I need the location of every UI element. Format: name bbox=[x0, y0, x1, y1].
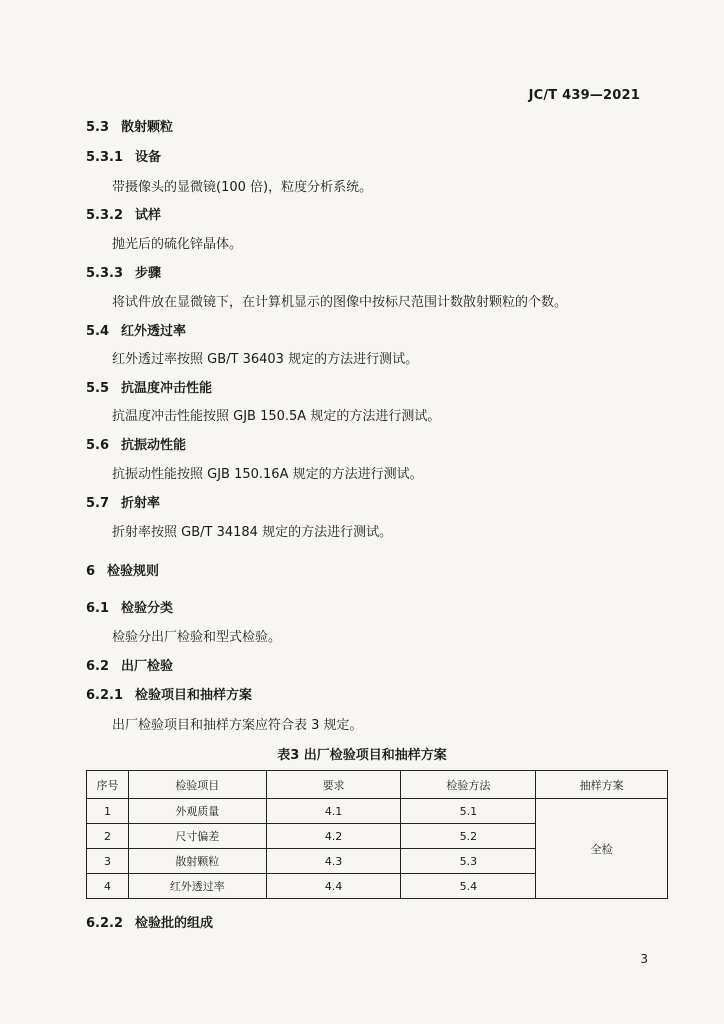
table-cell: 4.2 bbox=[266, 824, 401, 849]
table-cell: 外观质量 bbox=[128, 799, 266, 824]
table-cell: 5.1 bbox=[401, 799, 536, 824]
section-heading: 5.3.2 试样 bbox=[86, 208, 162, 223]
column-header: 检验项目 bbox=[128, 771, 266, 799]
table-cell: 散射颗粒 bbox=[128, 849, 266, 874]
page-number: 3 bbox=[640, 952, 648, 966]
paragraph: 检验分出厂检验和型式检验。 bbox=[112, 630, 282, 645]
table-header-row bbox=[87, 771, 668, 799]
inspection-table bbox=[86, 770, 668, 899]
section-heading: 6.2.2 检验批的组成 bbox=[86, 916, 214, 931]
table-caption: 表3 出厂检验项目和抽样方案 bbox=[277, 748, 447, 763]
section-heading: 5.3.1 设备 bbox=[86, 150, 162, 165]
paragraph: 折射率按照 GB/T 34184 规定的方法进行测试。 bbox=[112, 525, 393, 540]
chapter-heading: 6 检验规则 bbox=[86, 564, 160, 579]
table-cell: 尺寸偏差 bbox=[128, 824, 266, 849]
table-cell: 4.1 bbox=[266, 799, 401, 824]
table-cell: 4.4 bbox=[266, 874, 401, 899]
section-heading: 6.1 检验分类 bbox=[86, 601, 174, 616]
document-code: JC/T 439—2021 bbox=[528, 88, 640, 103]
table-cell: 5.4 bbox=[401, 874, 536, 899]
table-cell: 5.2 bbox=[401, 824, 536, 849]
section-heading: 5.4 红外透过率 bbox=[86, 324, 187, 339]
section-heading: 5.3.3 步骤 bbox=[86, 266, 162, 281]
sampling-cell: 全检 bbox=[536, 799, 668, 899]
paragraph: 出厂检验项目和抽样方案应符合表 3 规定。 bbox=[112, 718, 363, 733]
column-header: 检验方法 bbox=[401, 771, 536, 799]
table-cell: 2 bbox=[87, 824, 129, 849]
table-cell: 5.3 bbox=[401, 849, 536, 874]
paragraph: 带摄像头的显微镜(100 倍)，粒度分析系统。 bbox=[112, 180, 373, 195]
table-cell: 4 bbox=[87, 874, 129, 899]
paragraph: 红外透过率按照 GB/T 36403 规定的方法进行测试。 bbox=[112, 352, 419, 367]
section-heading: 5.6 抗振动性能 bbox=[86, 438, 187, 453]
section-heading: 5.7 折射率 bbox=[86, 496, 161, 511]
column-header: 抽样方案 bbox=[536, 771, 668, 799]
column-header: 要求 bbox=[266, 771, 401, 799]
paragraph: 抗温度冲击性能按照 GJB 150.5A 规定的方法进行测试。 bbox=[112, 409, 441, 424]
table-cell: 3 bbox=[87, 849, 129, 874]
section-heading: 6.2.1 检验项目和抽样方案 bbox=[86, 688, 253, 703]
table-cell: 红外透过率 bbox=[128, 874, 266, 899]
section-heading: 6.2 出厂检验 bbox=[86, 659, 174, 674]
column-header: 序号 bbox=[87, 771, 129, 799]
section-heading: 5.3 散射颗粒 bbox=[86, 120, 174, 135]
section-heading: 5.5 抗温度冲击性能 bbox=[86, 381, 213, 396]
table-cell: 1 bbox=[87, 799, 129, 824]
paragraph: 将试件放在显微镜下，在计算机显示的图像中按标尺范围计数散射颗粒的个数。 bbox=[112, 295, 568, 310]
paragraph: 抗振动性能按照 GJB 150.16A 规定的方法进行测试。 bbox=[112, 467, 423, 482]
table-row bbox=[87, 799, 668, 824]
paragraph: 抛光后的硫化锌晶体。 bbox=[112, 237, 243, 252]
table-cell: 4.3 bbox=[266, 849, 401, 874]
